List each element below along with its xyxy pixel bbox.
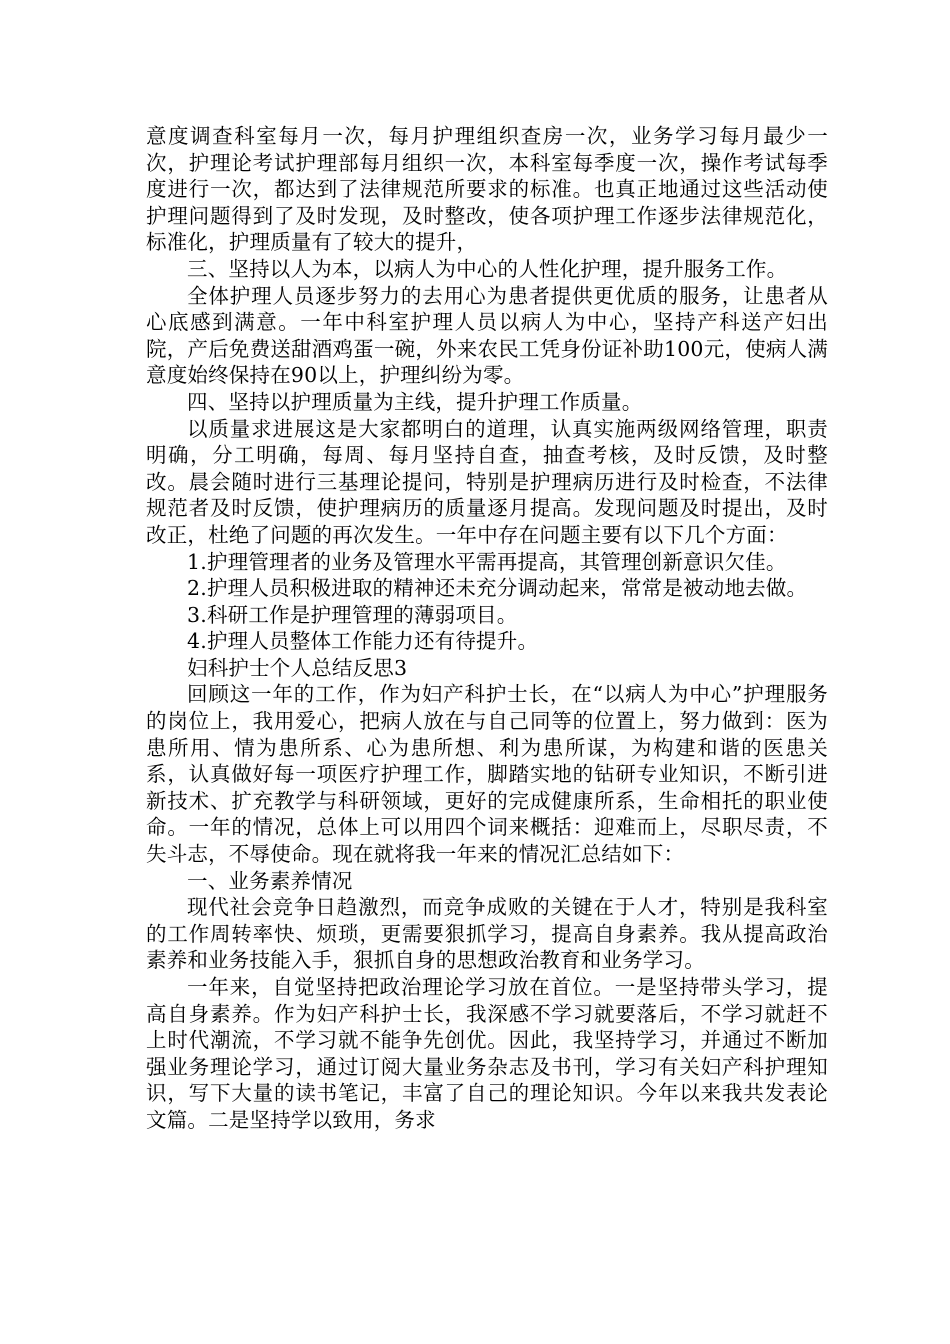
paragraph: 以质量求进展这是大家都明白的道理，认真实施两级网络管理，职责明确，分工明确，每周、每月坚持自查，抽查考核，及时反馈，及时整改。晨会随时进行三基理论提问，特别是护理病历进行及时检查，不法律规范者及时反馈，使护理病历的质量逐月提高。发现问题及时提出，及时改正，杜绝了问题的再次发生。一年中存在问题主要有以下几个方面： <box>146 416 828 547</box>
list-item: 4.护理人员整体工作能力还有待提升。 <box>187 629 539 654</box>
section-heading: 一、业务素养情况 <box>187 868 353 893</box>
paragraph: 回顾这一年的工作，作为妇产科护士长，在“以病人为中心”护理服务的岗位上，我用爱心，把病人放在与自己同等的位置上，努力做到：医为患所用、情为患所系、心为患所想、利为患所谋，为构建和谐的医患关系，认真做好每一项医疗护理工作，脚踏实地的钻研专业知识，不断引进新技术、扩充教学与科研领域，更好的完成健康所系，生命相托的职业使命。一年的情况，总体上可以用四个词来概括：迎难而上，尽职尽责，不失斗志，不辱使命。现在就将我一年来的情况汇总结如下： <box>146 682 828 867</box>
paragraph: 三、坚持以人为本，以病人为中心的人性化护理，提升服务工作。 <box>187 256 788 281</box>
paragraph: 现代社会竞争日趋激烈，而竞争成败的关键在于人才，特别是我科室的工作周转率快、烦琐，更需要狠抓学习，提高自身素养。我从提高政治素养和业务技能入手，狠抓自身的思想政治教育和业务学习。 <box>146 895 828 973</box>
document-title: 妇科护士个人总结反思3 <box>187 655 408 680</box>
section-heading: 四、坚持以护理质量为主线，提升护理工作质量。 <box>187 389 643 414</box>
paragraph: 全体护理人员逐步努力的去用心为患者提供更优质的服务，让患者从心底感到满意。一年中科室护理人员以病人为中心，坚持产科送产妇出院，产后免费送甜酒鸡蛋一碗，外来农民工凭身份证补助100元，使病人满意度始终保持在90以上，护理纠纷为零。 <box>146 283 828 388</box>
paragraph: 一年来，自觉坚持把政治理论学习放在首位。一是坚持带头学习，提高自身素养。作为妇产科护士长，我深感不学习就要落后，不学习就赶不上时代潮流，不学习就不能争先创优。因此，我坚持学习，并通过不断加强业务理论学习，通过订阅大量业务杂志及书刊，学习有关妇产科护理知识，写下大量的读书笔记，丰富了自己的理论知识。今年以来我共发表论文篇。二是坚持学以致用，务求 <box>146 975 828 1132</box>
document-body <box>146 123 828 1134</box>
list-item: 2.护理人员积极进取的精神还未充分调动起来，常常是被动地去做。 <box>187 576 808 601</box>
paragraph: 意度调查科室每月一次，每月护理组织查房一次，业务学习每月最少一次，护理论考试护理部每月组织一次，本科室每季度一次，操作考试每季度进行一次，都达到了法律规范所要求的标准。也真正地通过这些活动使护理问题得到了及时发现，及时整改，使各项护理工作逐步法律规范化，标准化，护理质量有了较大的提升， <box>146 124 828 255</box>
list-item: 3.科研工作是护理管理的薄弱项目。 <box>187 602 518 627</box>
list-item: 1.护理管理者的业务及管理水平需再提高，其管理创新意识欠佳。 <box>187 549 787 574</box>
